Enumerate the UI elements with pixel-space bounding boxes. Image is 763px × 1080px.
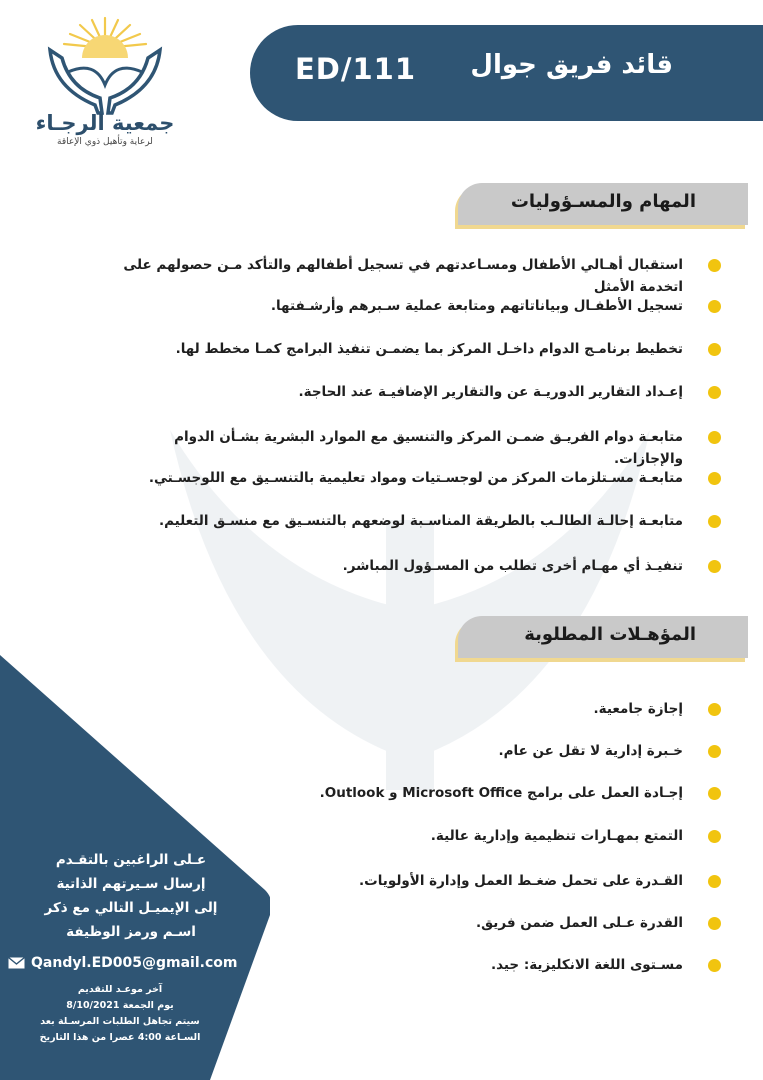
list-item: خـبرة إدارية لا تقل عن عام.	[121, 740, 721, 762]
bullet-icon	[708, 787, 721, 800]
list-item: إجازة جامعية.	[121, 698, 721, 720]
responsibilities-heading: المهام والمسـؤوليات	[510, 191, 696, 212]
organization-tagline: لرعاية وتأهيل ذوي الإعاقة	[57, 137, 153, 147]
bullet-icon	[708, 259, 721, 272]
bullet-icon	[708, 515, 721, 528]
email-address[interactable]: Qandyl.ED005@gmail.com	[31, 955, 238, 971]
bullet-icon	[708, 917, 721, 930]
bullet-icon	[708, 343, 721, 356]
list-item: استقبال أهـالي الأطفال ومسـاعدتهم في تسجيل أطفالهم والتأكد مـن حصولهم على اتخدمة الأمثل	[121, 254, 721, 298]
job-title: قائد فريق جوال	[470, 50, 673, 80]
organization-logo	[30, 10, 180, 170]
list-item: القـدرة على تحمل ضغـط العمل وإدارة الأولويات.	[121, 870, 721, 892]
bullet-icon	[708, 745, 721, 758]
list-item: تنفيـذ أي مهـام أخرى تطلب من المسـؤول المباشر.	[121, 555, 721, 577]
bullet-icon	[708, 875, 721, 888]
bullet-icon	[708, 703, 721, 716]
list-item: متابعـة دوام الفريـق ضمـن المركز والتنسيق مع الموارد البشرية بشـأن الدوام والإجازات.	[121, 426, 721, 470]
list-item: التمتع بمهـارات تنظيمية وإدارية عالية.	[121, 825, 721, 847]
bullet-icon	[708, 431, 721, 444]
list-item: متابعـة إحالـة الطالـب بالطريقة المناسـبة لوضعهم بالتنسـيق مع منسـق التعليم.	[121, 510, 721, 532]
application-instructions: عـلى الراغبين بالتقـدم إرسال سـيرتهم الذاتية إلى الإيميـل التالي مع ذكر اسـم ورمز الوظيفة	[44, 852, 218, 940]
bullet-icon	[708, 472, 721, 485]
envelope-icon	[8, 957, 25, 969]
list-item: تسجيل الأطفـال وبياناتاتهم ومتابعة عملية سـبرهم وأرشـفتها.	[121, 295, 721, 317]
bullet-icon	[708, 386, 721, 399]
responsibilities-heading-label	[458, 183, 748, 225]
list-item: القدرة عـلى العمل ضمن فريق.	[121, 912, 721, 934]
list-item: تخطيط برنامـج الدوام داخـل المركز بما يضمـن تنفيذ البرامج كمـا مخطط لها.	[121, 338, 721, 360]
qualifications-heading: المؤهـلات المطلوبة	[524, 624, 696, 645]
list-item: متابعـة مسـتلزمات المركز من لوجسـتيات ومواد تعليمية بالتنسـيق مع اللوجسـتي.	[121, 467, 721, 489]
deadline-note: آخر موعـد للتقديم يوم الجمعة 8/10/2021 سيتم تجاهل الطلبات المرسـلة بعد السـاعة 4:00 عصرا من هذا التاريخ	[39, 984, 201, 1043]
bullet-icon	[708, 830, 721, 843]
list-item: إجـادة العمل على برامج Microsoft Office و Outlook.	[121, 782, 721, 804]
email-contact[interactable]	[8, 955, 248, 971]
list-item: إعـداد التقارير الدوريـة عن والتقارير الإضافيـة عند الحاجة.	[121, 381, 721, 403]
bullet-icon	[708, 560, 721, 573]
bullet-icon	[708, 959, 721, 972]
job-code: ED/111	[295, 52, 417, 86]
qualifications-heading-label	[458, 616, 748, 658]
hands-sun-logo-icon	[40, 10, 170, 115]
list-item: مسـتوى اللغة الانكليزية: جيد.	[121, 954, 721, 976]
organization-name: جمعية الرجـاء	[35, 111, 175, 135]
bullet-icon	[708, 300, 721, 313]
